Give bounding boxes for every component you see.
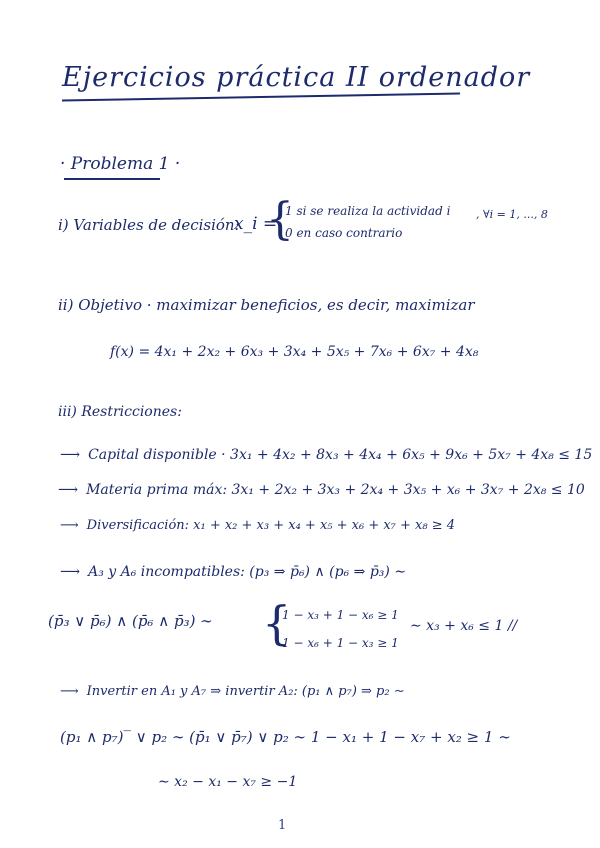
constraint-invertir — [60, 684, 405, 699]
logic-equivalence-2: (p₁ ∧ p₇)‾ ∨ p₂ ∼ (p̄₁ ∨ p̄₇) ∨ p₂ ∼ 1 − x₁ + 1 − x₇ + x₂ ≥ 1 ∼ — [60, 728, 511, 746]
inequality-two: 1 − x₆ + 1 − x₃ ≥ 1 — [282, 636, 399, 650]
logic-equivalence: (p̄₃ ∨ p̄₆) ∧ (p̄₆ ∧ p̄₃) ∼ — [48, 612, 213, 630]
cases-brace: { — [266, 194, 294, 245]
constraint-incompatibles — [60, 564, 406, 580]
constraint-capital — [60, 447, 592, 463]
page-title: Ejercicios práctica II ordenador — [62, 62, 531, 93]
system-brace: { — [262, 596, 292, 650]
arrow-icon: ⟶ — [60, 447, 81, 463]
section-i-label: i) Variables de decisión: — [58, 216, 240, 234]
arrow-icon: ⟶ — [60, 684, 79, 699]
problem-underline — [64, 178, 160, 180]
final-constraint: ∼ x₂ − x₁ − x₇ ≥ −1 — [158, 774, 298, 790]
simplified-constraint: ∼ x₃ + x₆ ≤ 1 // — [410, 618, 518, 634]
constraint-invertir-text: Invertir en A₁ y A₇ ⇒ invertir A₂: (p₁ ∧ p₇) ⇒ p₂ ∼ — [86, 684, 405, 699]
case-zero: 0 en caso contrario — [285, 226, 403, 240]
variable-domain: , ∀i = 1, ..., 8 — [476, 208, 548, 221]
title-underline — [62, 93, 460, 102]
constraint-incompatibles-text: A₃ y A₆ incompatibles: (p₃ ⇒ p̄₆) ∧ (p₆ ⇒ p̄₃) ∼ — [88, 564, 407, 580]
problem-heading: · Problema 1 · — [60, 154, 181, 174]
arrow-icon: ⟶ — [60, 518, 79, 533]
constraint-diversificacion — [60, 518, 455, 533]
section-iii-label: iii) Restricciones: — [58, 404, 182, 420]
constraint-materia-text: Materia prima máx: 3x₁ + 2x₂ + 3x₃ + 2x₄ + 3x₅ + x₆ + 3x₇ + 2x₈ ≤ 10 — [86, 482, 585, 498]
case-one: 1 si se realiza la actividad i — [285, 204, 451, 218]
constraint-capital-text: Capital disponible · 3x₁ + 4x₂ + 8x₃ + 4x₄ + 6x₅ + 9x₆ + 5x₇ + 4x₈ ≤ 15 — [88, 447, 593, 463]
inequality-one: 1 − x₃ + 1 − x₆ ≥ 1 — [282, 608, 399, 622]
arrow-icon: ⟶ — [60, 564, 81, 580]
decision-variable: x_i = — [234, 214, 278, 234]
page-number: 1 — [278, 818, 287, 833]
constraint-diversificacion-text: Diversificación: x₁ + x₂ + x₃ + x₄ + x₅ + x₆ + x₇ + x₈ ≥ 4 — [86, 518, 456, 533]
objective-function: f(x) = 4x₁ + 2x₂ + 6x₃ + 3x₄ + 5x₅ + 7x₆ + 6x₇ + 4x₈ — [110, 344, 479, 360]
section-ii-label: ii) Objetivo · maximizar beneficios, es decir, maximizar — [58, 296, 475, 314]
arrow-icon: ⟶ — [58, 482, 79, 498]
constraint-materia — [58, 482, 585, 498]
